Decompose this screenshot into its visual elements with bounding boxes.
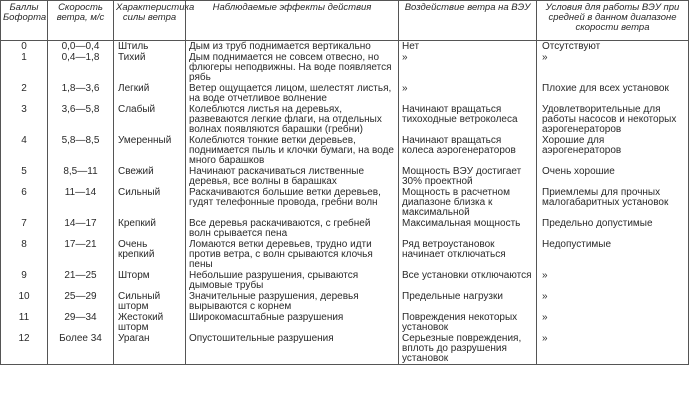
wind-speed: 1,8—3,6 (48, 83, 114, 104)
wind-speed: 25—29 (48, 291, 114, 312)
wind-speed: 17—21 (48, 239, 114, 270)
header-cell: Условия для работы ВЭУ при средней в данном диапазоне скорости ветра (537, 1, 689, 41)
operating-conditions: Плохие для всех установок (537, 83, 689, 104)
effect-on-wind-turbine: Начинают вращаться тихоходные ветроколеса (399, 104, 537, 135)
observed-effects: Опустошительные разрушения (186, 333, 399, 365)
table-row (1, 312, 689, 333)
operating-conditions: Недопустимые (537, 239, 689, 270)
table-row (1, 218, 689, 239)
wind-speed: 29—34 (48, 312, 114, 333)
wind-speed: 11—14 (48, 187, 114, 218)
effect-on-wind-turbine: Ряд ветроустановок начинает отключаться (399, 239, 537, 270)
beaufort-score: 11 (1, 312, 48, 333)
beaufort-score: 9 (1, 270, 48, 291)
operating-conditions: Очень хорошие (537, 166, 689, 187)
beaufort-score: 0 (1, 41, 48, 53)
beaufort-score: 1 (1, 52, 48, 83)
table-body (1, 41, 689, 365)
table-row (1, 187, 689, 218)
header-cell: Баллы Бофорта (1, 1, 48, 41)
wind-force-name: Легкий (114, 83, 186, 104)
operating-conditions: Отсутствуют (537, 41, 689, 53)
header-cell: Скорость ветра, м/с (48, 1, 114, 41)
effect-on-wind-turbine: Предельные нагрузки (399, 291, 537, 312)
wind-force-name: Слабый (114, 104, 186, 135)
operating-conditions: Приемлемы для прочных малогабаритных установок (537, 187, 689, 218)
table-row (1, 104, 689, 135)
observed-effects: Значительные разрушения, деревья вырываются с корнем (186, 291, 399, 312)
table-row (1, 52, 689, 83)
effect-on-wind-turbine: Все установки отключаются (399, 270, 537, 291)
effect-on-wind-turbine: » (399, 83, 537, 104)
effect-on-wind-turbine: Начинают вращаться колеса аэрогенераторов (399, 135, 537, 166)
wind-speed: 21—25 (48, 270, 114, 291)
effect-on-wind-turbine: Нет (399, 41, 537, 53)
operating-conditions: » (537, 270, 689, 291)
header-cell: Характеристика силы ветра (114, 1, 186, 41)
wind-force-name: Сильный (114, 187, 186, 218)
effect-on-wind-turbine: Повреждения некоторых установок (399, 312, 537, 333)
header-cell: Воздействие ветра на ВЭУ (399, 1, 537, 41)
observed-effects: Колеблются листья на деревьях, развеваются легкие флаги, на отдельных волнах появляются барашки (гребни) (186, 104, 399, 135)
beaufort-score: 4 (1, 135, 48, 166)
wind-speed: 14—17 (48, 218, 114, 239)
beaufort-score: 2 (1, 83, 48, 104)
observed-effects: Колеблются тонкие ветки деревьев, поднимается пыль и клочки бумаги, на воде много барашков (186, 135, 399, 166)
operating-conditions: » (537, 333, 689, 365)
effect-on-wind-turbine: Мощность в расчетном диапазоне близка к максимальной (399, 187, 537, 218)
wind-speed: 3,6—5,8 (48, 104, 114, 135)
observed-effects: Широкомасштабные разрушения (186, 312, 399, 333)
header-cell: Наблюдаемые эффекты действия (186, 1, 399, 41)
table-row (1, 83, 689, 104)
table-row (1, 135, 689, 166)
table-row (1, 166, 689, 187)
effect-on-wind-turbine: Максимальная мощность (399, 218, 537, 239)
table-row (1, 41, 689, 53)
beaufort-score: 10 (1, 291, 48, 312)
observed-effects: Все деревья раскачиваются, с гребней волн срывается пена (186, 218, 399, 239)
table-row (1, 270, 689, 291)
observed-effects: Ветер ощущается лицом, шелестят листья, на воде отчетливое волнение (186, 83, 399, 104)
wind-force-name: Шторм (114, 270, 186, 291)
operating-conditions: Хорошие для аэрогенераторов (537, 135, 689, 166)
wind-speed: 0,4—1,8 (48, 52, 114, 83)
operating-conditions: » (537, 312, 689, 333)
observed-effects: Дым из труб поднимается вертикально (186, 41, 399, 53)
beaufort-score: 8 (1, 239, 48, 270)
operating-conditions: » (537, 291, 689, 312)
wind-force-name: Крепкий (114, 218, 186, 239)
effect-on-wind-turbine: » (399, 52, 537, 83)
wind-speed: 5,8—8,5 (48, 135, 114, 166)
beaufort-score: 12 (1, 333, 48, 365)
wind-force-name: Жестокий шторм (114, 312, 186, 333)
observed-effects: Начинают раскачиваться лиственные деревья, все волны в барашках (186, 166, 399, 187)
wind-force-name: Свежий (114, 166, 186, 187)
beaufort-score: 6 (1, 187, 48, 218)
beaufort-score: 3 (1, 104, 48, 135)
observed-effects: Дым поднимается не совсем отвесно, но флюгеры неподвижны. На воде появляется рябь (186, 52, 399, 83)
observed-effects: Небольшие разрушения, срываются дымовые трубы (186, 270, 399, 291)
observed-effects: Ломаются ветки деревьев, трудно идти против ветра, с волн срываются клочья пены (186, 239, 399, 270)
wind-force-name: Тихий (114, 52, 186, 83)
operating-conditions: » (537, 52, 689, 83)
observed-effects: Раскачиваются большие ветки деревьев, гудят телефонные провода, гребни волн (186, 187, 399, 218)
operating-conditions: Удовлетворительные для работы насосов и некоторых аэрогенераторов (537, 104, 689, 135)
table-row (1, 291, 689, 312)
wind-force-name: Сильный шторм (114, 291, 186, 312)
wind-force-name: Ураган (114, 333, 186, 365)
wind-force-name: Штиль (114, 41, 186, 53)
effect-on-wind-turbine: Серьезные повреждения, вплоть до разрушения установок (399, 333, 537, 365)
wind-speed: 0,0—0,4 (48, 41, 114, 53)
header-row (1, 1, 689, 41)
table-row (1, 333, 689, 365)
table-row (1, 239, 689, 270)
effect-on-wind-turbine: Мощность ВЭУ достигает 30% проектной (399, 166, 537, 187)
wind-force-name: Очень крепкий (114, 239, 186, 270)
wind-force-name: Умеренный (114, 135, 186, 166)
wind-speed: 8,5—11 (48, 166, 114, 187)
beaufort-score: 5 (1, 166, 48, 187)
beaufort-score: 7 (1, 218, 48, 239)
wind-speed: Более 34 (48, 333, 114, 365)
operating-conditions: Предельно допустимые (537, 218, 689, 239)
